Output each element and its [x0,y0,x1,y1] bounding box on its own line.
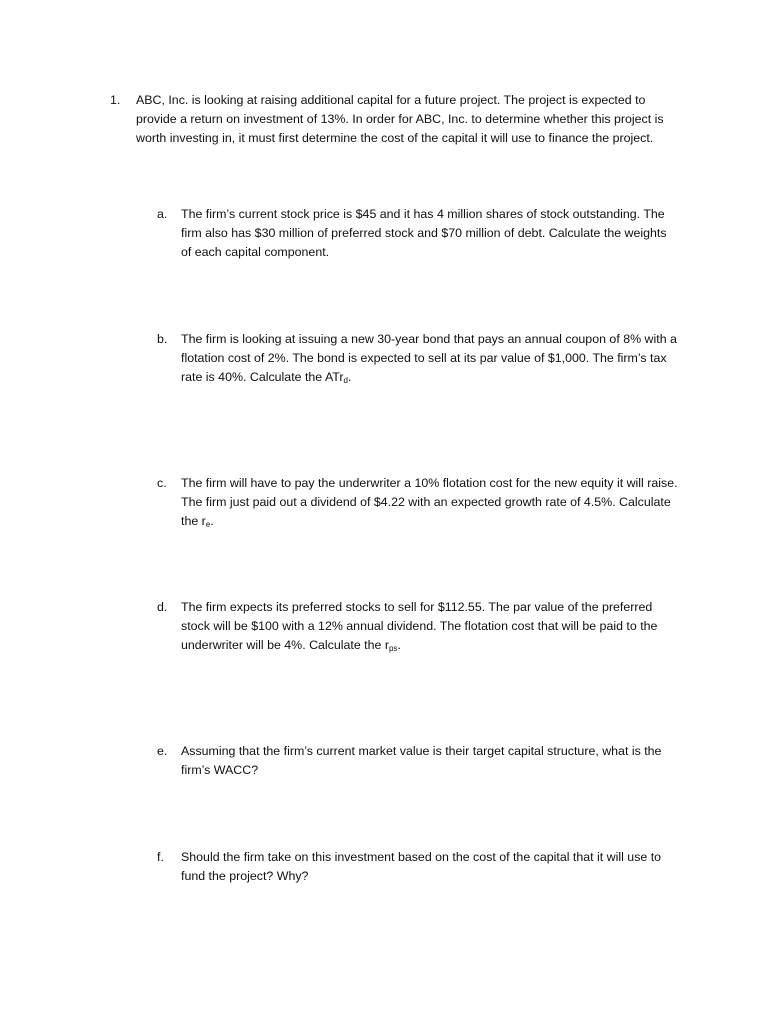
part-b [157,330,679,390]
part-e-letter: e. [157,744,168,758]
part-c-subscript: e [205,520,211,529]
part-a [157,205,679,262]
part-f [157,848,679,886]
part-b-text: The firm is looking at issuing a new 30-year bond that pays an annual coupon of 8% with a flotation cost of 2%. The bond is expected to sell at its par value of $1,000. The firm’s tax rate is 40%. Calculate the ATr [181,332,677,384]
part-c-letter: c. [157,476,167,490]
part-d [157,598,679,658]
part-c-text: The firm will have to pay the underwriter a 10% flotation cost for the new equity it will raise. The firm just paid out a dividend of $4.22 with an expected growth rate of 4.5%. Calculate the r [181,476,678,528]
part-c [157,474,679,534]
part-d-subscript: ps [388,644,398,653]
part-f-text: Should the firm take on this investment based on the cost of the capital that it will use to fund the project? Why? [181,850,662,883]
part-e [157,742,679,780]
part-b-letter: b. [157,332,168,346]
part-b-subscript: d [343,376,348,385]
question-text: ABC, Inc. is looking at raising additional capital for a future project. The project is expected to provide a return on investment of 13%. In order for ABC, Inc. to determine whether this project is worth investing in, it must first determine the cost of the capital it will use to finance the project. [136,93,664,145]
part-f-letter: f. [157,850,164,864]
part-a-letter: a. [157,207,168,221]
part-c-end: . [210,514,214,528]
part-a-text: The firm’s current stock price is $45 and it has 4 million shares of stock outstanding. The firm also has $30 million of preferred stock and $70 million of debt. Calculate the weights of each capital component. [181,207,667,259]
question-1 [110,91,680,148]
question-number: 1. [110,93,121,107]
part-c-body [181,474,679,534]
part-d-letter: d. [157,600,168,614]
part-d-end: . [397,638,401,652]
part-e-text: Assuming that the firm’s current market value is their target capital structure, what is the firm’s WACC? [181,744,662,777]
part-b-body [181,330,679,390]
part-d-text: The firm expects its preferred stocks to sell for $112.55. The par value of the preferred stock will be $100 with a 12% annual dividend. The flotation cost that will be paid to the underwriter will be 4%. Calculate the r [181,600,658,652]
part-b-end: . [347,370,352,384]
part-d-body [181,598,679,658]
